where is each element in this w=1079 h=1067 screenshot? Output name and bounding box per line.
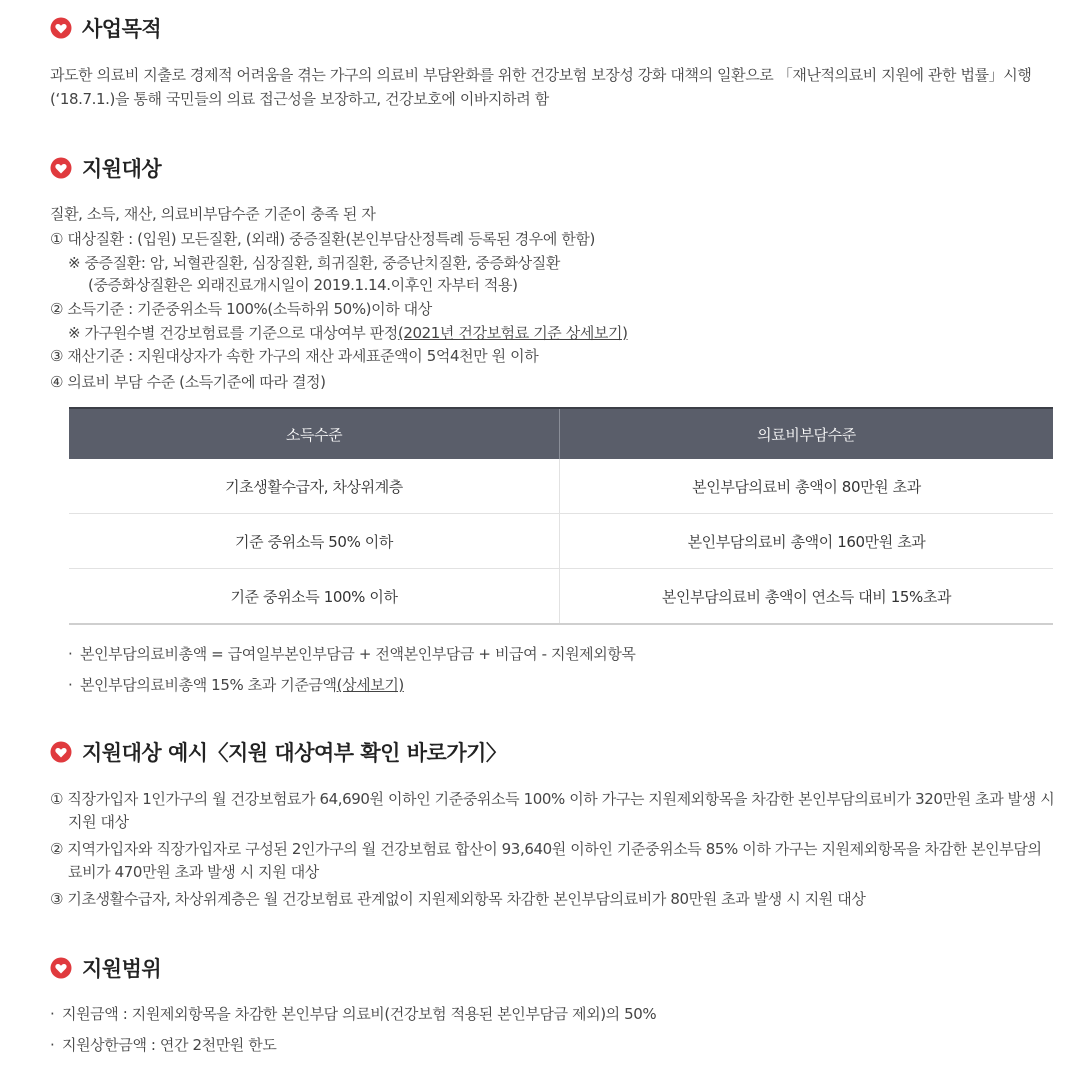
section-title-target (50, 154, 161, 182)
note-bullet-total (68, 643, 636, 665)
table-cell: 기준 중위소득 50% 이하 (69, 514, 560, 569)
burden-table (69, 407, 1053, 625)
table-cell: 기초생활수급자, 차상위계층 (69, 459, 560, 514)
scope-bullet-amount (50, 1003, 656, 1025)
section-heading: 지원대상 (82, 157, 162, 181)
income-note-text: ※ 가구원수별 건강보험료를 기준으로 대상여부 판정 (68, 324, 398, 342)
heart-badge-icon (50, 157, 72, 179)
example-item: ③ 기초생활수급자, 차상위계층은 월 건강보험료 관계없이 지원제외항목 차감한 본인부담의료비가 80만원 초과 발생 시 지원 대상 (50, 890, 866, 908)
heart-badge-icon (50, 17, 72, 39)
note-bullet-text: 본인부담의료비총액 15% 초과 기준금액 (80, 676, 337, 694)
table-row (69, 569, 1053, 625)
target-item-property: ③ 재산기준 : 지원대상자가 속한 가구의 재산 과세표준액이 5억4천만 원 이하 (50, 347, 539, 365)
target-intro: 질환, 소득, 재산, 의료비부담수준 기준이 충족 된 자 (50, 205, 376, 223)
scope-bullet-text: 지원금액 : 지원제외항목을 차감한 본인부담 의료비(건강보험 적용된 본인부담금 제외)의 50% (62, 1005, 657, 1023)
scope-bullet-text: 지원상한금액 : 연간 2천만원 한도 (62, 1036, 277, 1054)
table-cell: 본인부담의료비 총액이 160만원 초과 (560, 514, 1054, 569)
target-item-income-note (68, 322, 628, 345)
target-item-disease-note: ※ 중증질환: 암, 뇌혈관질환, 심장질환, 희귀질환, 중증난치질환, 중증화상질환 (68, 254, 560, 272)
premium-detail-link[interactable]: (2021년 건강보험료 기준 상세보기) (397, 324, 628, 342)
target-item-disease-note-sub: (중증화상질환은 외래진료개시일이 2019.1.14.이후인 자부터 적용) (88, 276, 518, 294)
section-heading: 사업목적 (82, 17, 162, 41)
example-item: ① 직장가입자 1인가구의 월 건강보험료가 64,690원 이하인 기준중위소득 100% 이하 가구는 지원제외항목을 차감한 본인부담의료비가 320만원 초과 발생 시 지원 대상 (50, 790, 1055, 831)
table-header-income: 소득수준 (69, 408, 560, 459)
table-header-row (69, 408, 1053, 459)
example-item: ② 지역가입자와 직장가입자로 구성된 2인가구의 월 건강보험료 합산이 93,640원 이하인 기준중위소득 85% 이하 가구는 지원제외항목을 차감한 본인부담의료비가 470만원 초과 발생 시 지원 대상 (50, 840, 1042, 881)
table-cell: 본인부담의료비 총액이 연소득 대비 15%초과 (560, 569, 1054, 625)
target-item-burden: ④ 의료비 부담 수준 (소득기준에 따라 결정) (50, 373, 326, 391)
note-bullet-threshold (68, 674, 404, 696)
heart-badge-icon (50, 741, 72, 763)
table-row (69, 459, 1053, 514)
target-item-disease: ① 대상질환 : (입원) 모든질환, (외래) 중증질환(본인부담산정특례 등록된 경우에 한함) (50, 230, 595, 248)
target-item-income: ② 소득기준 : 기준중위소득 100%(소득하위 50%)이하 대상 (50, 300, 432, 318)
table-cell: 기준 중위소득 100% 이하 (69, 569, 560, 625)
bullet-dot: · (50, 1036, 55, 1054)
scope-bullet-limit (50, 1034, 276, 1056)
bullet-dot: · (68, 645, 73, 663)
purpose-text: 과도한 의료비 지출로 경제적 어려움을 겪는 가구의 의료비 부담완화를 위한 건강보험 보장성 강화 대책의 일환으로 「재난적의료비 지원에 관한 법률」시행(‘18.7.1.)을 통해 국민들의 의료 접근성을 보장하고, 건강보호에 이바지하려 함 (50, 66, 1032, 108)
section-title-example[interactable] (50, 738, 506, 766)
section-title-purpose (50, 14, 161, 42)
bullet-dot: · (68, 676, 73, 694)
table-row (69, 514, 1053, 569)
section-heading: 지원대상 예시〈지원 대상여부 확인 바로가기〉 (82, 741, 507, 765)
note-bullet-text: 본인부담의료비총액 = 급여일부본인부담금 + 전액본인부담금 + 비급여 - 지원제외항목 (80, 645, 636, 663)
table-header-burden: 의료비부담수준 (560, 408, 1054, 459)
table-cell: 본인부담의료비 총액이 80만원 초과 (560, 459, 1054, 514)
bullet-dot: · (50, 1005, 55, 1023)
threshold-detail-link[interactable]: (상세보기) (336, 676, 404, 694)
section-heading: 지원범위 (82, 957, 162, 981)
section-title-scope (50, 954, 161, 982)
heart-badge-icon (50, 957, 72, 979)
